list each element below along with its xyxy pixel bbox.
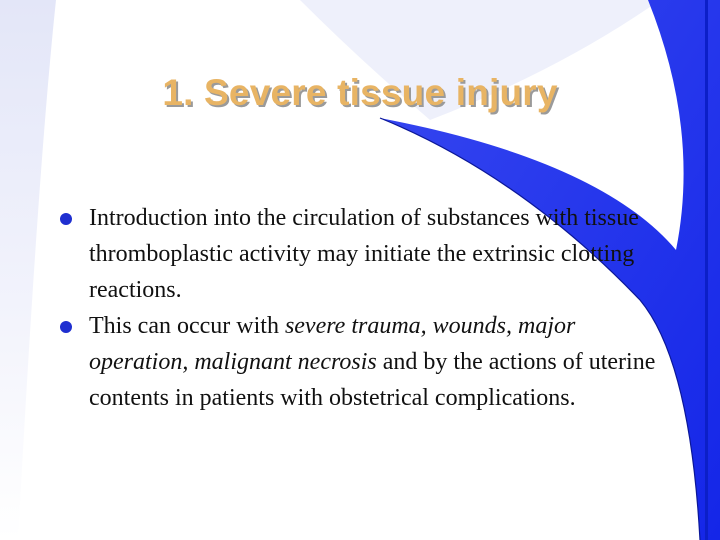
bullet-text-prefix: This can occur with bbox=[89, 313, 285, 339]
bullet-text: Introduction into the circulation of substances with tissue thromboplastic activity may initiate the extrinsic clotting reactions. bbox=[89, 205, 639, 303]
bullet-text-emphasis: severe trauma, wounds, major operation, malignant necrosis bbox=[89, 313, 576, 375]
bullet-item bbox=[60, 308, 660, 416]
bullet-dot-icon bbox=[60, 213, 72, 225]
slide-title: 1. Severe tissue injury bbox=[162, 72, 558, 113]
bullet-list bbox=[60, 200, 660, 416]
bullet-item bbox=[60, 200, 660, 308]
bullet-text-suffix: and by the actions of uterine contents in patients with obstetrical complications. bbox=[89, 349, 656, 411]
bullet-dot-icon bbox=[60, 321, 72, 333]
